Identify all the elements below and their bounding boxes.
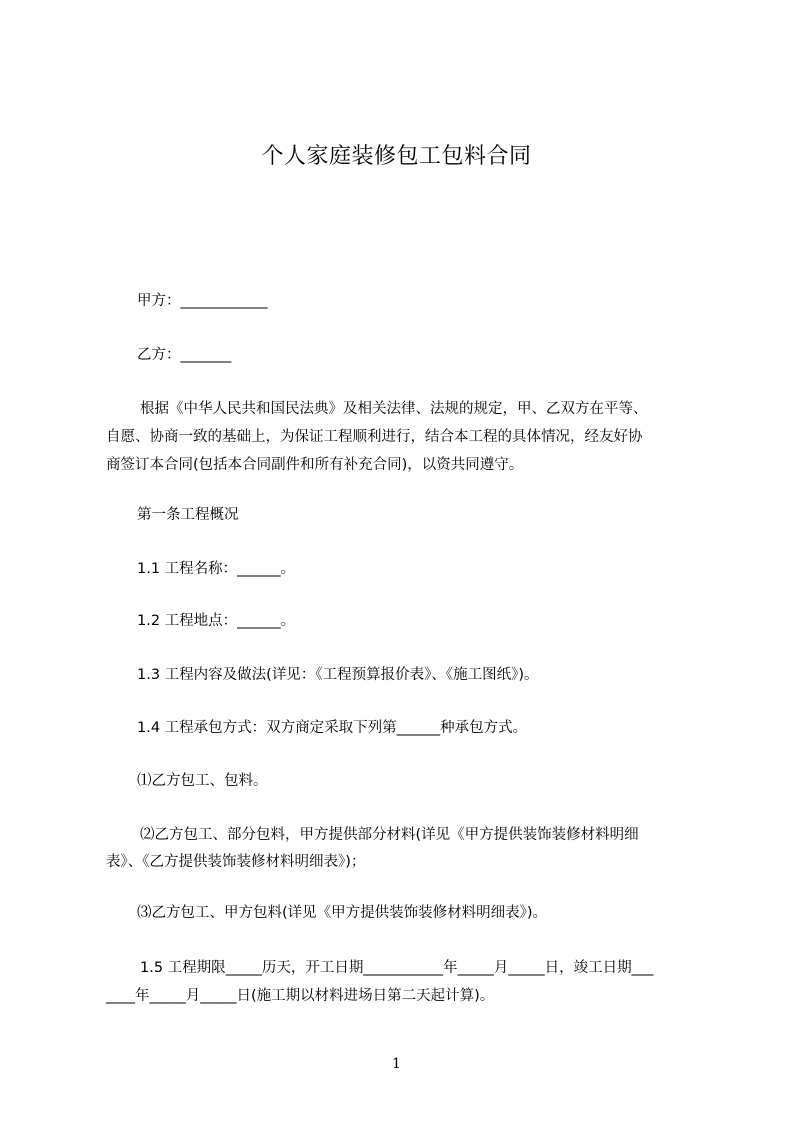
option-1: ⑴乙方包工、包料。	[137, 773, 268, 789]
option-2-line-2: 表》、《乙方提供装饰装修材料明细表》)；	[106, 854, 366, 870]
item-1-1: 1.1 工程名称：______。	[137, 561, 296, 577]
document-title: 个人家庭装修包工包料合同	[261, 144, 532, 169]
item-1-3: 1.3 工程内容及做法(详见：《工程预算报价表》、《施工图纸》)。	[137, 667, 539, 683]
item-1-2: 1.2 工程地点：______。	[137, 613, 296, 629]
item-1-4: 1.4 工程承包方式：双方商定采取下列第______种承包方式。	[137, 720, 528, 736]
preamble-line-2: 自愿、协商一致的基础上，为保证工程顺利进行，结合本工程的具体情况，经友好协	[106, 429, 643, 445]
party-b-line: 乙方：_______	[137, 347, 232, 363]
page-number: 1	[392, 1056, 401, 1072]
option-3: ⑶乙方包工、甲方包料(详见《甲方提供装饰装修材料明细表》)。	[137, 905, 548, 921]
party-a-line: 甲方：____________	[137, 293, 268, 309]
item-1-5-line-2: ____年_____月_____日(施工期以材料进场日第二天起计算)。	[106, 988, 495, 1004]
preamble-line-3: 商签订本合同(包括本合同副件和所有补充合同)，以资共同遵守。	[106, 457, 524, 473]
preamble-line-1: 根据《中华人民共和国民法典》及相关法律、法规的规定，甲、乙双方在平等、	[140, 401, 648, 417]
item-1-5-line-1: 1.5 工程期限_____历天，开工日期___________年_____月_____日，竣工日期___	[140, 960, 654, 976]
option-2-line-1: ⑵乙方包工、部分包料，甲方提供部分材料(详见《甲方提供装饰装修材料明细	[140, 827, 639, 843]
article-1-heading: 第一条工程概况	[137, 507, 239, 523]
